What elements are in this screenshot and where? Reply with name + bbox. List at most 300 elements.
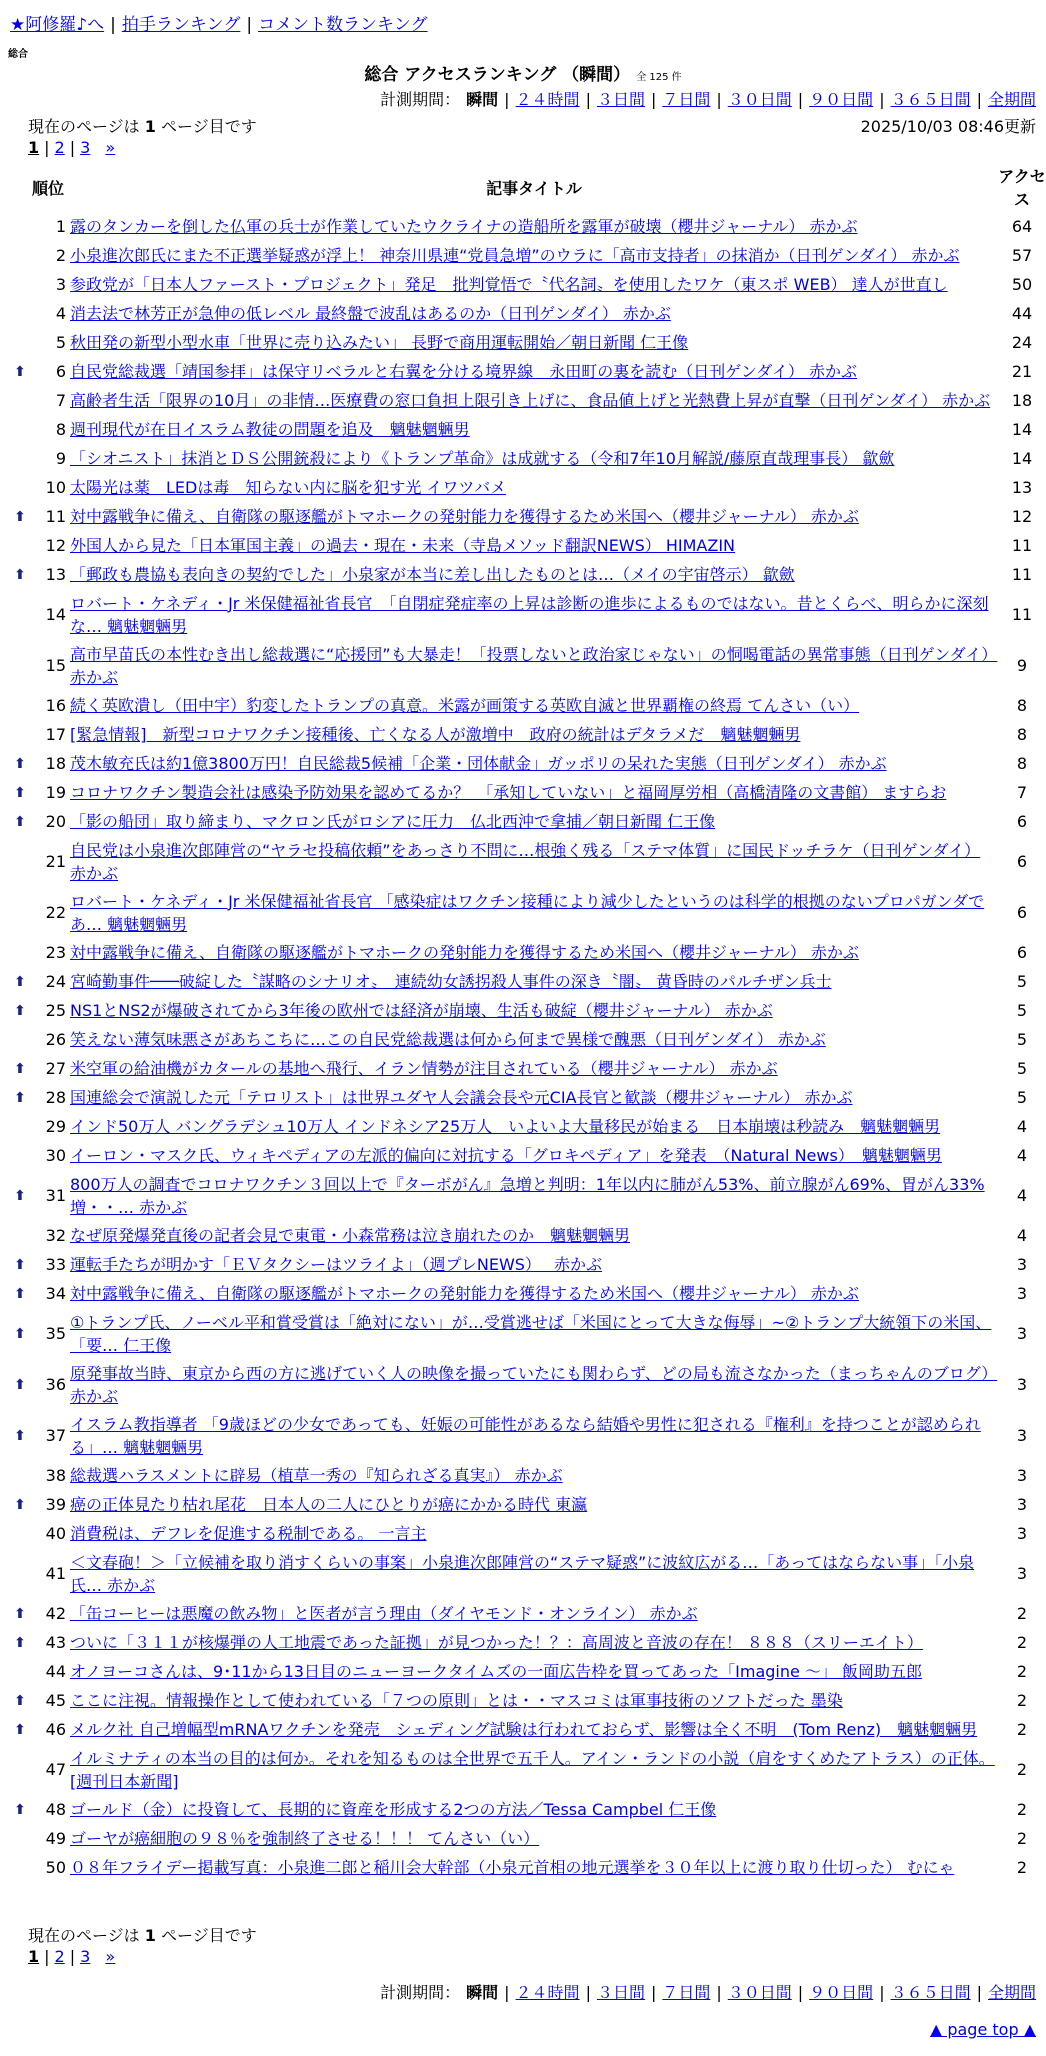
rank-cell: 15 — [45, 656, 66, 675]
access-count: 2 — [1016, 1858, 1028, 1877]
period-option-90d[interactable]: ９０日間 — [809, 90, 874, 109]
arrow-up-icon: ⬆ — [14, 785, 26, 801]
rank-cell: 41 — [45, 1564, 66, 1583]
rank-cell: 24 — [45, 972, 66, 991]
table-row — [10, 691, 1046, 720]
title-cell — [70, 807, 998, 836]
page-info-bottom — [28, 1923, 257, 1946]
table-row — [10, 270, 1046, 299]
article-link[interactable]: 自民党総裁選「靖国参拝」は保守リベラルと右翼を分ける境界線 永田町の裏を読む（日刊ゲンダイ） 赤かぶ — [70, 362, 858, 381]
article-link[interactable]: 消去法で林芳正が急伸の低レベル 最終盤で波乱はあるのか（日刊ゲンダイ） 赤かぶ — [70, 304, 671, 323]
article-link[interactable]: 続く英欧潰し（田中宇）豹変したトランプの真意。米露が画策する英欧自滅と世界覇権の終焉 てんさい（い） — [70, 696, 860, 715]
article-link[interactable]: 自民党は小泉進次郎陣営の“ヤラセ投稿依頼”をあっさり不問に…根強く残る「ステマ体質」に国民ドッチラケ（日刊ゲンダイ） 赤かぶ — [70, 840, 981, 883]
table-row — [10, 1025, 1046, 1054]
title-cell — [70, 1279, 998, 1308]
period-selector-top: 計測期間： 瞬間 | ２４時間 | ３日間 | ７日間 | ３０日間 | ９０日間 | ３６５日間 | 全期間 — [380, 90, 1036, 109]
access-count: 8 — [1016, 696, 1028, 715]
article-link[interactable]: 「郵政も農協も表向きの契約でした」小泉家が本当に差し出したものとは…（メイの宇宙啓示） 歙歛 — [70, 565, 795, 584]
rank-cell: 28 — [45, 1088, 66, 1107]
article-link[interactable]: 対中露戦争に備え、自衛隊の駆逐艦がトマホークの発射能力を獲得するため米国へ（櫻井ジャーナル） 赤かぶ — [70, 1284, 859, 1303]
article-link[interactable]: 茂木敏充氏は約1億3800万円！自民総裁5候補「企業・団体献金」ガッポリの呆れた実態（日刊ゲンダイ） 赤かぶ — [70, 754, 887, 773]
rank-cell: 3 — [55, 275, 66, 294]
access-count: 3 — [1016, 1466, 1028, 1485]
period-option-all[interactable]: 全期間 — [987, 1983, 1036, 2002]
table-row — [10, 1250, 1046, 1279]
trend-cell — [10, 640, 30, 691]
table-row — [10, 640, 1046, 691]
trend-cell — [10, 1628, 30, 1657]
article-link[interactable]: 対中露戦争に備え、自衛隊の駆逐艦がトマホークの発射能力を獲得するため米国へ（櫻井ジャーナル） 赤かぶ — [70, 943, 859, 962]
top-nav — [10, 10, 428, 35]
article-link[interactable]: 対中露戦争に備え、自衛隊の駆逐艦がトマホークの発射能力を獲得するため米国へ（櫻井ジャーナル） 赤かぶ — [70, 507, 859, 526]
trend-cell — [10, 415, 30, 444]
arrow-up-icon: ⬆ — [14, 1497, 26, 1513]
rank-cell: 5 — [55, 333, 66, 352]
access-count: 6 — [1016, 812, 1028, 831]
title-cell — [70, 1221, 998, 1250]
access-count: 6 — [1016, 903, 1028, 922]
rank-cell: 47 — [45, 1760, 66, 1779]
title-cell — [70, 1715, 998, 1744]
rank-cell: 16 — [45, 696, 66, 715]
rank-cell: 4 — [55, 304, 66, 323]
period-option-7d[interactable]: ７日間 — [662, 1983, 711, 2002]
table-row — [10, 1795, 1046, 1824]
rank-cell: 13 — [45, 565, 66, 584]
table-row — [10, 1599, 1046, 1628]
table-row — [10, 1461, 1046, 1490]
trend-cell — [10, 1461, 30, 1490]
article-link[interactable]: イーロン・マスク氏、ウィキペディアの左派的偏向に対抗する「グロキペディア」を発表 （Natural News） 魑魅魍魎男 — [70, 1146, 942, 1165]
article-link[interactable]: 国連総会で演説した元「テロリスト」は世界ユダヤ人会議会長や元CIA長官と歓談（櫻井ジャーナル） 赤かぶ — [70, 1088, 853, 1107]
rank-cell: 14 — [45, 605, 66, 624]
ranking-title: 総合 アクセスランキング （瞬間） — [364, 65, 631, 85]
page-info-suffix: ページ目です — [161, 1926, 257, 1945]
access-count: 13 — [1011, 478, 1033, 497]
title-cell — [70, 241, 998, 270]
rank-cell: 9 — [55, 449, 66, 468]
rank-cell: 19 — [45, 783, 66, 802]
rank-cell: 18 — [45, 754, 66, 773]
article-link[interactable]: 太陽光は薬 LEDは毒 知らない内に脳を犯す光 イワツバメ — [70, 478, 507, 497]
title-cell — [70, 1744, 998, 1795]
period-option-7d[interactable]: ７日間 — [662, 90, 711, 109]
trend-cell — [10, 589, 30, 640]
article-link[interactable]: ゴーヤが癌細胞の９８％を強制終了させる！！！ てんさい（い） — [70, 1829, 540, 1848]
rank-cell: 2 — [55, 246, 66, 265]
article-link[interactable]: 「シオニスト」抹消とＤＳ公開銃殺により《トランプ革命》は成就する（令和7年10月解説/藤原直哉理事長） 歙歛 — [70, 449, 895, 468]
article-link[interactable]: 宮崎勤事件───破綻した〝謀略のシナリオ〟 連続幼女誘拐殺人事件の深き〝闇〟 黄昏時のパルチザン兵士 — [70, 972, 832, 991]
table-row — [10, 1279, 1046, 1308]
arrow-up-icon: ⬆ — [14, 1606, 26, 1622]
table-row — [10, 1308, 1046, 1359]
page-info-number: 1 — [144, 117, 156, 136]
title-cell — [70, 1519, 998, 1548]
title-cell — [70, 1686, 998, 1715]
arrow-up-icon: ⬆ — [14, 364, 26, 380]
pager-page-2[interactable]: 2 — [54, 1947, 65, 1966]
period-option-3d[interactable]: ３日間 — [596, 90, 645, 109]
comment-ranking-link[interactable]: コメント数ランキング — [258, 15, 428, 35]
article-link[interactable]: 露のタンカーを倒した仏軍の兵士が作業していたウクライナの造船所を露軍が破壊（櫻井ジャーナル） 赤かぶ — [70, 217, 858, 236]
period-option-30d[interactable]: ３０日間 — [727, 90, 792, 109]
trend-cell — [10, 836, 30, 887]
trend-cell — [10, 328, 30, 357]
title-cell — [70, 328, 998, 357]
article-link[interactable]: 米空軍の給油機がカタールの基地へ飛行、イラン情勢が注目されている（櫻井ジャーナル） 赤かぶ — [70, 1059, 778, 1078]
trend-cell — [10, 444, 30, 473]
access-count: 57 — [1011, 246, 1033, 265]
title-cell — [70, 1599, 998, 1628]
rank-cell: 35 — [45, 1324, 66, 1343]
trend-cell — [10, 720, 30, 749]
article-link[interactable]: なぜ原発爆発直後の記者会見で東電・小森常務は泣き崩れたのか 魑魅魍魎男 — [70, 1226, 631, 1245]
title-cell — [70, 749, 998, 778]
access-count: 9 — [1016, 656, 1028, 675]
article-link[interactable]: 原発事故当時、東京から西の方に逃げていく人の映像を撮っていたにも関わらず、どの局も流さなかった（まっちゃんのブログ） 赤かぶ — [70, 1363, 998, 1406]
period-option-30d[interactable]: ３０日間 — [727, 1983, 792, 2002]
table-row — [10, 1628, 1046, 1657]
home-link[interactable]: ★阿修羅♪へ — [10, 15, 105, 35]
rank-cell: 45 — [45, 1691, 66, 1710]
page-top — [930, 2020, 1036, 2039]
rank-cell: 22 — [45, 903, 66, 922]
article-link[interactable]: イスラム教指導者 「9歳ほどの少女であっても、妊娠の可能性があるなら結婚や男性に犯される『権利』を持つことが認められる」… 魑魅魍魎男 — [70, 1414, 981, 1457]
arrow-up-icon: ⬆ — [14, 509, 26, 525]
title-cell — [70, 1141, 998, 1170]
article-link[interactable]: ＜文春砲！＞「立候補を取り消すくらいの事案」小泉進次郎陣営の“ステマ疑惑”に波紋広がる…「あってはならない事」「小泉氏… 赤かぶ — [70, 1552, 975, 1595]
access-count: 5 — [1016, 972, 1028, 991]
article-link[interactable]: 小泉進次郎氏にまた不正選挙疑惑が浮上！ 神奈川県連“党員急増”のウラに「高市支持者」の抹消か（日刊ゲンダイ） 赤かぶ — [70, 246, 960, 265]
rank-cell: 34 — [45, 1284, 66, 1303]
trend-cell — [10, 1824, 30, 1853]
header-title: 記事タイトル — [486, 178, 582, 198]
table-row — [10, 1141, 1046, 1170]
article-link[interactable]: NS1とNS2が爆破されてから3年後の欧州では経済が崩壊、生活も破綻（櫻井ジャーナル） 赤かぶ — [70, 1001, 773, 1020]
table-row — [10, 328, 1046, 357]
rank-cell: 40 — [45, 1524, 66, 1543]
article-link[interactable]: インド50万人 バングラデシュ10万人 インドネシア25万人 いよいよ大量移民が始まる 日本崩壊は秒読み 魑魅魍魎男 — [70, 1117, 941, 1136]
article-link[interactable]: オノヨーコさんは、9･11から13日目のニューヨークタイムズの一面広告枠を買ってあった「Imagine ～」 飯岡助五郎 — [70, 1662, 923, 1681]
title-cell — [70, 212, 998, 241]
article-link[interactable]: 癌の正体見たり枯れ尾花 日本人の二人にひとりが癌にかかる時代 東瀛 — [70, 1495, 588, 1514]
trend-cell — [10, 938, 30, 967]
category-label: 総合 — [8, 49, 28, 60]
rank-cell: 49 — [45, 1829, 66, 1848]
trend-cell — [10, 1410, 30, 1461]
title-cell — [70, 1461, 998, 1490]
article-link[interactable]: 「影の船団」取り締まり、マクロン氏がロシアに圧力 仏北西沖で拿捕／朝日新聞 仁王像 — [70, 812, 716, 831]
applause-ranking-link[interactable]: 拍手ランキング — [121, 15, 241, 35]
access-count: 5 — [1016, 1059, 1028, 1078]
page-top-link[interactable]: ▲ page top ▲ — [929, 2020, 1036, 2039]
period-option-90d[interactable]: ９０日間 — [809, 1983, 874, 2002]
article-link[interactable]: 参政党が「日本人ファースト・プロジェクト」発足 批判覚悟で〝代名詞〟を使用したワケ（東スポ WEB） 達人が世直し — [70, 275, 948, 294]
rank-cell: 48 — [45, 1800, 66, 1819]
page-info-prefix: 現在のページは — [28, 117, 140, 136]
trend-cell — [10, 996, 30, 1025]
title-cell — [70, 691, 998, 720]
access-count: 8 — [1016, 754, 1028, 773]
period-label: 計測期間： — [380, 1983, 461, 2002]
table-row — [10, 1853, 1046, 1882]
title-cell — [70, 836, 998, 887]
title-cell — [70, 778, 998, 807]
article-link[interactable]: 運転手たちが明かす「ＥＶタクシーはツライよ」（週プレNEWS） 赤かぶ — [70, 1255, 603, 1274]
arrow-up-icon: ⬆ — [14, 756, 26, 772]
table-row — [10, 1359, 1046, 1410]
article-link[interactable]: 秋田発の新型小型水車「世界に売り込みたい」 長野で商用運転開始／朝日新聞 仁王像 — [70, 333, 689, 352]
rank-cell: 8 — [55, 420, 66, 439]
article-link[interactable]: コロナワクチン製造会社は感染予防効果を認めてるか？ 「承知していない」と福岡厚労相（高橋清隆の文書館） ますらお — [70, 783, 947, 802]
table-header-row — [10, 162, 1046, 212]
article-link[interactable]: ここに注視。情報操作として使われている「７つの原則」とは・・マスコミは軍事技術のソフトだった 墨染 — [70, 1691, 843, 1710]
title-cell — [70, 996, 998, 1025]
table-row — [10, 1170, 1046, 1221]
article-link[interactable]: ロバート・ケネディ・Jr 米保健福祉省長官 「自閉症発症率の上昇は診断の進歩によるものではない。昔とくらべ、明らかに深刻な… 魑魅魍魎男 — [70, 593, 989, 636]
ranking-table — [10, 162, 1046, 1882]
table-row — [10, 720, 1046, 749]
table-row — [10, 212, 1046, 241]
access-count: 2 — [1016, 1829, 1028, 1848]
trend-cell — [10, 1359, 30, 1410]
title-cell — [70, 938, 998, 967]
access-count: 14 — [1011, 420, 1033, 439]
article-link[interactable]: [緊急情報] 新型コロナワクチン接種後、亡くなる人が激増中 政府の統計はデタラメだ 魑魅魍魎男 — [70, 725, 801, 744]
access-count: 2 — [1016, 1800, 1028, 1819]
article-link[interactable]: 週刊現代が在日イスラム教徒の問題を追及 魑魅魍魎男 — [70, 420, 470, 439]
page-title — [0, 60, 1046, 85]
rank-cell: 17 — [45, 725, 66, 744]
access-count: 5 — [1016, 1001, 1028, 1020]
trend-cell — [10, 1141, 30, 1170]
trend-cell — [10, 1548, 30, 1599]
trend-cell — [10, 1657, 30, 1686]
pager-next[interactable]: » — [105, 1947, 116, 1966]
title-cell — [70, 444, 998, 473]
trend-cell — [10, 212, 30, 241]
pager-page-3[interactable]: 3 — [80, 138, 91, 157]
access-count: 14 — [1011, 449, 1033, 468]
period-label: 計測期間： — [380, 90, 461, 109]
access-count: 5 — [1016, 1030, 1028, 1049]
title-cell — [70, 1795, 998, 1824]
trend-cell — [10, 1853, 30, 1882]
table-row — [10, 996, 1046, 1025]
article-link[interactable]: 消費税は、デフレを促進する税制である。 一言主 — [70, 1524, 427, 1543]
article-link[interactable]: ついに「３１１が核爆弾の人工地震であった証拠」が見つかった！？：高周波と音波の存在！ ８８８（スリーエイト） — [70, 1633, 923, 1652]
trend-cell — [10, 531, 30, 560]
period-option-3d[interactable]: ３日間 — [596, 1983, 645, 2002]
article-link[interactable]: ロバート・ケネディ・Jr 米保健福祉省長官 「感染症はワクチン接種により減少したというのは科学的根拠のないプロパガンダであ… 魑魅魍魎男 — [70, 891, 985, 934]
table-row — [10, 560, 1046, 589]
trend-cell — [10, 1250, 30, 1279]
pager-page-2[interactable]: 2 — [54, 138, 65, 157]
arrow-up-icon: ⬆ — [14, 567, 26, 583]
table-row — [10, 531, 1046, 560]
title-cell — [70, 1490, 998, 1519]
pager-current: 1 — [28, 1947, 40, 1966]
period-current: 瞬間 — [466, 90, 499, 109]
access-count: 3 — [1016, 1495, 1028, 1514]
title-cell — [70, 1359, 998, 1410]
trend-cell — [10, 1170, 30, 1221]
table-row — [10, 1548, 1046, 1599]
table-row — [10, 473, 1046, 502]
trend-cell — [10, 502, 30, 531]
rank-cell: 25 — [45, 1001, 66, 1020]
pager-top: 1 | 2 | 3 » — [28, 138, 116, 157]
trend-cell — [10, 1519, 30, 1548]
period-option-365d[interactable]: ３６５日間 — [890, 1983, 971, 2002]
trend-cell — [10, 807, 30, 836]
table-row — [10, 778, 1046, 807]
arrow-up-icon: ⬆ — [14, 1003, 26, 1019]
access-count: 6 — [1016, 852, 1028, 871]
period-option-365d[interactable]: ３６５日間 — [890, 90, 971, 109]
access-count: 12 — [1011, 507, 1033, 526]
table-row — [10, 1744, 1046, 1795]
title-cell — [70, 1853, 998, 1882]
rank-cell: 38 — [45, 1466, 66, 1485]
rank-cell: 50 — [45, 1858, 66, 1877]
title-cell — [70, 1170, 998, 1221]
table-row — [10, 444, 1046, 473]
trend-cell — [10, 1795, 30, 1824]
access-count: 7 — [1016, 783, 1028, 802]
access-count: 5 — [1016, 1088, 1028, 1107]
title-cell — [70, 299, 998, 328]
table-row — [10, 1410, 1046, 1461]
title-cell — [70, 1054, 998, 1083]
arrow-up-icon: ⬆ — [14, 1188, 26, 1204]
article-link[interactable]: ①トランプ氏、ノーベル平和賞受賞は「絶対にない」が…受賞逃せば「米国にとって大きな侮辱」~②トランプ大統領下の米国、「要… 仁王像 — [70, 1312, 992, 1355]
table-row — [10, 357, 1046, 386]
table-row — [10, 1824, 1046, 1853]
access-count: 3 — [1016, 1564, 1028, 1583]
trend-cell — [10, 1599, 30, 1628]
title-cell — [70, 1824, 998, 1853]
access-count: 3 — [1016, 1324, 1028, 1343]
page-info-top — [28, 114, 257, 137]
table-row — [10, 415, 1046, 444]
article-link[interactable]: 総裁選ハラスメントに辟易（植草一秀の『知られざる真実』） 赤かぶ — [70, 1466, 563, 1485]
access-count: 2 — [1016, 1662, 1028, 1681]
arrow-up-icon: ⬆ — [14, 1722, 26, 1738]
table-row — [10, 589, 1046, 640]
access-count: 64 — [1011, 217, 1033, 236]
trend-cell — [10, 473, 30, 502]
rank-cell: 29 — [45, 1117, 66, 1136]
separator: | — [246, 15, 253, 35]
total-count: 全 125 件 — [636, 72, 682, 83]
article-link[interactable]: 800万人の調査でコロナワクチン３回以上で『ターボがん』急増と判明：1年以内に肺がん53%、前立腺がん69%、胃がん33%増・・… 赤かぶ — [70, 1174, 985, 1217]
title-cell — [70, 270, 998, 299]
table-row — [10, 1083, 1046, 1112]
access-count: 3 — [1016, 1524, 1028, 1543]
access-count: 6 — [1016, 943, 1028, 962]
period-option-24h[interactable]: ２４時間 — [515, 1983, 580, 2002]
access-count: 4 — [1016, 1226, 1028, 1245]
rank-cell: 37 — [45, 1426, 66, 1445]
table-row — [10, 299, 1046, 328]
trend-cell — [10, 691, 30, 720]
access-count: 2 — [1016, 1720, 1028, 1739]
table-row — [10, 1112, 1046, 1141]
access-count: 44 — [1011, 304, 1033, 323]
trend-cell — [10, 778, 30, 807]
arrow-up-icon: ⬆ — [14, 1377, 26, 1393]
trend-cell — [10, 1715, 30, 1744]
article-link[interactable]: ゴールド（金）に投資して、長期的に資産を形成する2つの方法／Tessa Campbel 仁王像 — [70, 1800, 717, 1819]
table-row — [10, 1657, 1046, 1686]
table-row — [10, 241, 1046, 270]
title-cell — [70, 1308, 998, 1359]
title-cell — [70, 1112, 998, 1141]
article-link[interactable]: 笑えない薄気味悪さがあちこちに…この自民党総裁選は何から何まで異様で醜悪（日刊ゲンダイ） 赤かぶ — [70, 1030, 826, 1049]
table-row — [10, 1686, 1046, 1715]
title-cell — [70, 1628, 998, 1657]
trend-cell — [10, 1308, 30, 1359]
rank-cell: 21 — [45, 852, 66, 871]
article-link[interactable]: メルク社 自己増幅型mRNAワクチンを発売 シェディング試験は行われておらず、影響は全く不明 (Tom Renz) 魑魅魍魎男 — [70, 1720, 978, 1739]
trend-cell — [10, 1279, 30, 1308]
arrow-up-icon: ⬆ — [14, 1802, 26, 1818]
title-cell — [70, 1250, 998, 1279]
table-row — [10, 836, 1046, 887]
article-link[interactable]: ０８年フライデー掲載写真：小泉進二郎と稲川会大幹部（小泉元首相の地元選挙を３０年以上に渡り取り仕切った） むにゃ — [70, 1858, 955, 1877]
pager-page-3[interactable]: 3 — [80, 1947, 91, 1966]
arrow-up-icon: ⬆ — [14, 1693, 26, 1709]
article-link[interactable]: 高齢者生活「限界の10月」の非情…医療費の窓口負担上限引き上げに、食品値上げと光熱費上昇が直撃（日刊ゲンダイ） 赤かぶ — [70, 391, 991, 410]
access-count: 11 — [1011, 536, 1033, 555]
access-count: 3 — [1016, 1426, 1028, 1445]
title-cell — [70, 1657, 998, 1686]
pager-next[interactable]: » — [105, 138, 116, 157]
access-count: 8 — [1016, 725, 1028, 744]
rank-cell: 6 — [55, 362, 66, 381]
access-count: 2 — [1016, 1691, 1028, 1710]
article-link[interactable]: 「缶コーヒーは悪魔の飲み物」と医者が言う理由（ダイヤモンド・オンライン） 赤かぶ — [70, 1604, 698, 1623]
access-count: 11 — [1011, 565, 1033, 584]
trend-cell — [10, 1025, 30, 1054]
arrow-up-icon: ⬆ — [14, 1286, 26, 1302]
table-row — [10, 386, 1046, 415]
title-cell — [70, 357, 998, 386]
title-cell — [70, 640, 998, 691]
article-link[interactable]: 高市早苗氏の本性むき出し総裁選に“応援団”も大暴走！「投票しないと政治家じゃない」の恫喝電話の異常事態（日刊ゲンダイ） 赤かぶ — [70, 644, 998, 687]
rank-cell: 1 — [55, 217, 66, 236]
trend-cell — [10, 299, 30, 328]
arrow-up-icon: ⬆ — [14, 974, 26, 990]
period-option-all[interactable]: 全期間 — [987, 90, 1036, 109]
arrow-up-icon: ⬆ — [14, 814, 26, 830]
article-link[interactable]: 外国人から見た「日本軍国主義」の過去・現在・未来（寺島メソッド翻訳NEWS） HIMAZIN — [70, 536, 736, 555]
table-row — [10, 1715, 1046, 1744]
arrow-up-icon: ⬆ — [14, 1635, 26, 1651]
access-count: 2 — [1016, 1633, 1028, 1652]
trend-cell — [10, 386, 30, 415]
period-option-24h[interactable]: ２４時間 — [515, 90, 580, 109]
trend-cell — [10, 1686, 30, 1715]
article-link[interactable]: イルミナティの本当の目的は何か。それを知るものは全世界で五千人。アイン・ランドの小説（肩をすくめたアトラス）の正体。[週刊日本新聞] — [70, 1748, 995, 1791]
table-row — [10, 967, 1046, 996]
title-cell — [70, 967, 998, 996]
access-count: 4 — [1016, 1186, 1028, 1205]
table-row — [10, 807, 1046, 836]
table-row — [10, 749, 1046, 778]
rank-cell: 27 — [45, 1059, 66, 1078]
